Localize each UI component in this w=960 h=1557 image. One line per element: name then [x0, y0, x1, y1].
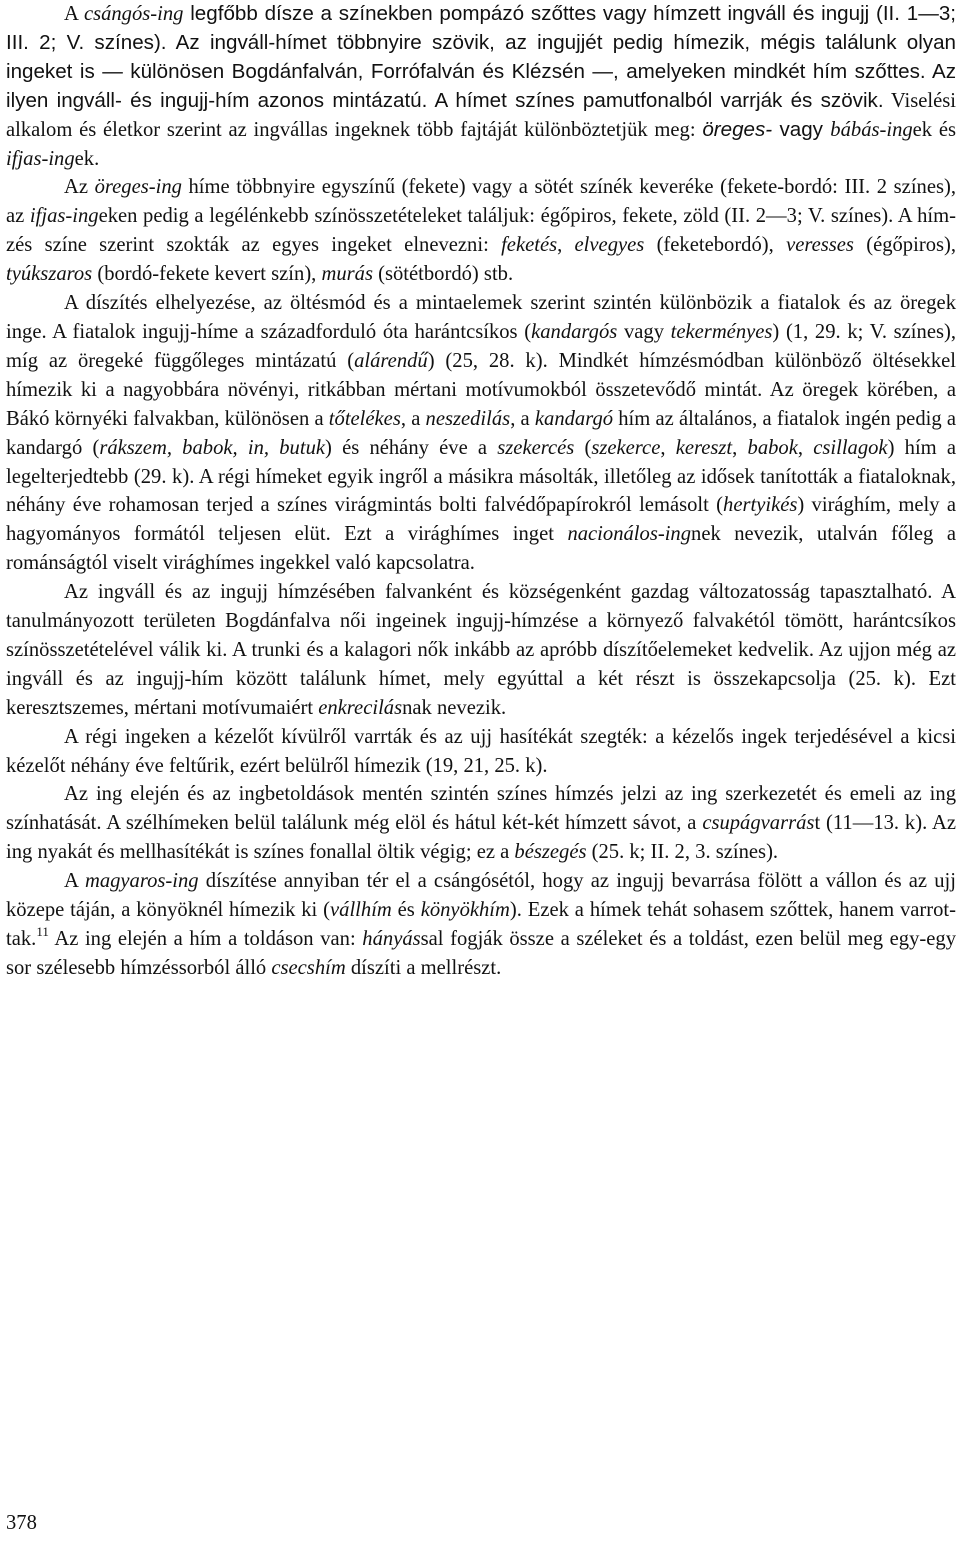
body-paragraph	[6, 867, 956, 983]
body-paragraph	[6, 173, 956, 289]
italic-term: öreges-ing	[94, 176, 182, 199]
italic-term: kandargó	[534, 407, 614, 430]
italic-term: feketés	[501, 234, 558, 257]
italic-term: csecshím	[271, 956, 346, 979]
page-body	[6, 0, 956, 983]
italic-term: hányás	[362, 928, 421, 950]
text-run: t (11—13. k). Az ing nyakát és mellhasítékát is színes fonallal öltik végig; ez a	[6, 812, 956, 864]
italic-term: nacionálos-ing	[567, 523, 692, 546]
text-run: Az	[64, 176, 95, 199]
italic-term: csángós-ing	[83, 3, 184, 25]
text-run: díszíti a mellrészt.	[345, 956, 502, 979]
text-run: ) és néhány éve a	[325, 436, 498, 459]
text-run: (bordó-fekete kevert szín),	[92, 263, 322, 286]
text-run: ). Ezek a hímek tehát sohasem szőttek, hanem varrottak.	[6, 899, 957, 950]
italic-term: bészegés	[514, 841, 587, 864]
text-run: és	[391, 899, 421, 922]
italic-term: bábás-ing	[830, 118, 913, 141]
text-run: , a	[510, 407, 535, 430]
italic-term: csupágvarrás	[702, 812, 815, 835]
italic-term: murás	[321, 263, 373, 286]
text-run: ) hím a legelterjedtebb (29. k). A régi hímeket egyik ingről a másikra másolták, illetőleg az idősek tanították a fiataloknak, néhány éve rohamosan terjed a színes virágmintás bolti falvédőpapírokról lemásolt (	[6, 436, 957, 517]
text-run: A díszítés elhelyezése, az öltésmód és a mintaelemek szerint szintén különbözik a fiatalok és az öregek inge. A fiatalok ingujj-híme a századforduló óta harántcsíkos (	[6, 292, 956, 343]
italic-term: szekerce	[591, 436, 661, 459]
text-run: Az ing elején a hím a toldáson van:	[48, 928, 363, 950]
text-run: ) (25, 28. k). Mindkét hímzésmódban különböző öltésekkel hímezik ki a nagyobbára növényi, ritkábban mértani motívumokból összetevődő mintát. Az öregek körében, a Bákó környéki falvakban, különösen a	[6, 349, 956, 430]
italic-term: könyökhím	[420, 899, 510, 922]
italic-term: alárendű	[354, 349, 428, 372]
italic-term: tőtelékes	[328, 407, 401, 430]
italic-term: tyúkszaros	[6, 263, 93, 286]
italic-term: ifjas-ing	[6, 147, 75, 170]
text-run: ek és	[912, 118, 957, 141]
italic-term: kandargós	[531, 320, 618, 343]
italic-term: ifjas-ing	[29, 205, 99, 228]
body-paragraph	[6, 723, 956, 781]
text-run: (sötétbordó) stb.	[372, 263, 514, 286]
text-run: sal fogják össze a széleket és a toldást, ezen belül meg egy-egy sor szélesebb hímzéssorból álló	[6, 928, 956, 979]
italic-term: neszedilás	[425, 407, 511, 430]
body-paragraph	[6, 289, 956, 578]
text-run: A	[64, 3, 84, 25]
text-run: ,	[797, 436, 814, 459]
italic-term: hertyikés	[723, 494, 798, 517]
italic-term: kereszt	[675, 436, 733, 459]
text-run: (	[574, 436, 592, 459]
text-run: híme többnyire egyszínű (fekete) vagy a sötét színék keveréke (fekete-bordó: III. 2 színes), az	[6, 176, 956, 228]
italic-term: babok	[747, 436, 798, 459]
text-run: A régi ingeken a kézelőt kívülről varrták és az ujj hasítékát szegték: a kézelős ingek terjedésével a kicsi kézelőt néhány éve feltűrik, ezért belülről hímezik (19, 21, 25. k).	[6, 725, 956, 777]
text-run: nek nevezik, utalván főleg a románságtól viselt virághímes ingekkel való kapcsolatra.	[6, 523, 956, 575]
text-run: ,	[732, 436, 748, 459]
text-run: vagy	[772, 117, 831, 141]
italic-term: szekercés	[497, 436, 575, 459]
text-run: ek.	[74, 147, 100, 170]
text-run: hím az általános, a fiatalok ingén pedig a kandargó (	[6, 407, 956, 459]
italic-term: rákszem, babok, in, butuk	[99, 436, 326, 459]
italic-term: enkrecilás	[318, 696, 403, 719]
italic-term: vállhím	[330, 899, 392, 922]
text-run: ,	[557, 234, 575, 257]
text-run: díszítése annyiban tér el a csángósétól, hogy az ingujj bevarrása fölött a vállon és az ujj közepe táján, a könyöknél hímezik ki (	[6, 870, 957, 922]
body-paragraph	[6, 780, 956, 867]
italic-term: tekerményes	[670, 320, 773, 343]
text-run: Az ingváll és az ingujj hímzésében falvanként és községenként gazdag változatosság tapasztalható. A tanulmányozott területen Bogdánfalva női ingeinek ingujj-hímzése a környező falvakétól tömött, harántcsíkos színösszetételével válik ki. A trunki és a kalagori nők inkább az apróbb díszítőelemeket kedvelik. Az ujjon még az ingváll és az ingujj-hím között találunk hímet, mely egyúttal a két részt is összekapcsolja (25. k). Ezt keresztszemes, mértani motívumaiért	[6, 581, 956, 719]
text-run: (25. k; II. 2, 3. színes).	[586, 841, 779, 864]
text-run: legfőbb dísze a színekben pompázó szőttes vagy hímzett ingváll és ingujj (II. 1—3; III. 2; V. színes). Az ingváll-hímet többnyire szövik, az ingujjét pedig hímezik, mégis találunk olyan ingeket is — különösen Bogdánfalván, Forrófalván és Klézsén —, amelyeken mindkét hím szőttes. Az ilyen ingváll- és ingujj-hím azonos mintázatú. A hímet színes pamutfonalból varrják és szövik.	[6, 2, 956, 112]
text-run: (égőpiros),	[853, 234, 957, 257]
body-paragraph	[6, 0, 956, 173]
text-run: ,	[660, 436, 676, 459]
text-run: A	[64, 870, 85, 893]
text-run: , a	[400, 407, 426, 430]
text-run: eken pedig a legélénkebb színösszetételeket találjuk: égőpiros, fekete, zöld (II. 2—3; V. színes). A hímzés színe szerint szokták az egyes ingeket elnevezni:	[6, 205, 956, 257]
text-run: nak nevezik.	[402, 696, 507, 719]
italic-term: veresses	[786, 234, 854, 257]
footnote-ref: 11	[36, 924, 49, 939]
text-run: Az ing elején és az ingbetoldások mentén szintén színes hímzés jelzi az ing szerkezetét és emeli az ing színhatását. A szélhímeken belül találunk még elöl és hátul két-két hímzett sávot, a	[6, 783, 956, 835]
italic-term: öreges-	[702, 117, 773, 141]
page-number: 378	[6, 1512, 37, 1534]
text-run: ) virághím, mely a hagyományos formától teljesen elüt. Ezt a virághímes inget	[6, 494, 956, 546]
text-run: ) (1, 29. k; V. színes), míg az öregeké függőleges mintázatú (	[6, 320, 956, 372]
text-run: (feketebordó),	[644, 234, 787, 257]
text-run: Viselési alkalom és életkor szerint az ingvállas ingeknek több fajtáját különböztetjük meg:	[6, 89, 956, 141]
italic-term: magyaros-ing	[84, 870, 199, 893]
italic-term: elvegyes	[574, 234, 645, 257]
body-paragraph	[6, 578, 956, 723]
italic-term: csillagok	[813, 436, 888, 459]
text-run: vagy	[617, 320, 671, 343]
